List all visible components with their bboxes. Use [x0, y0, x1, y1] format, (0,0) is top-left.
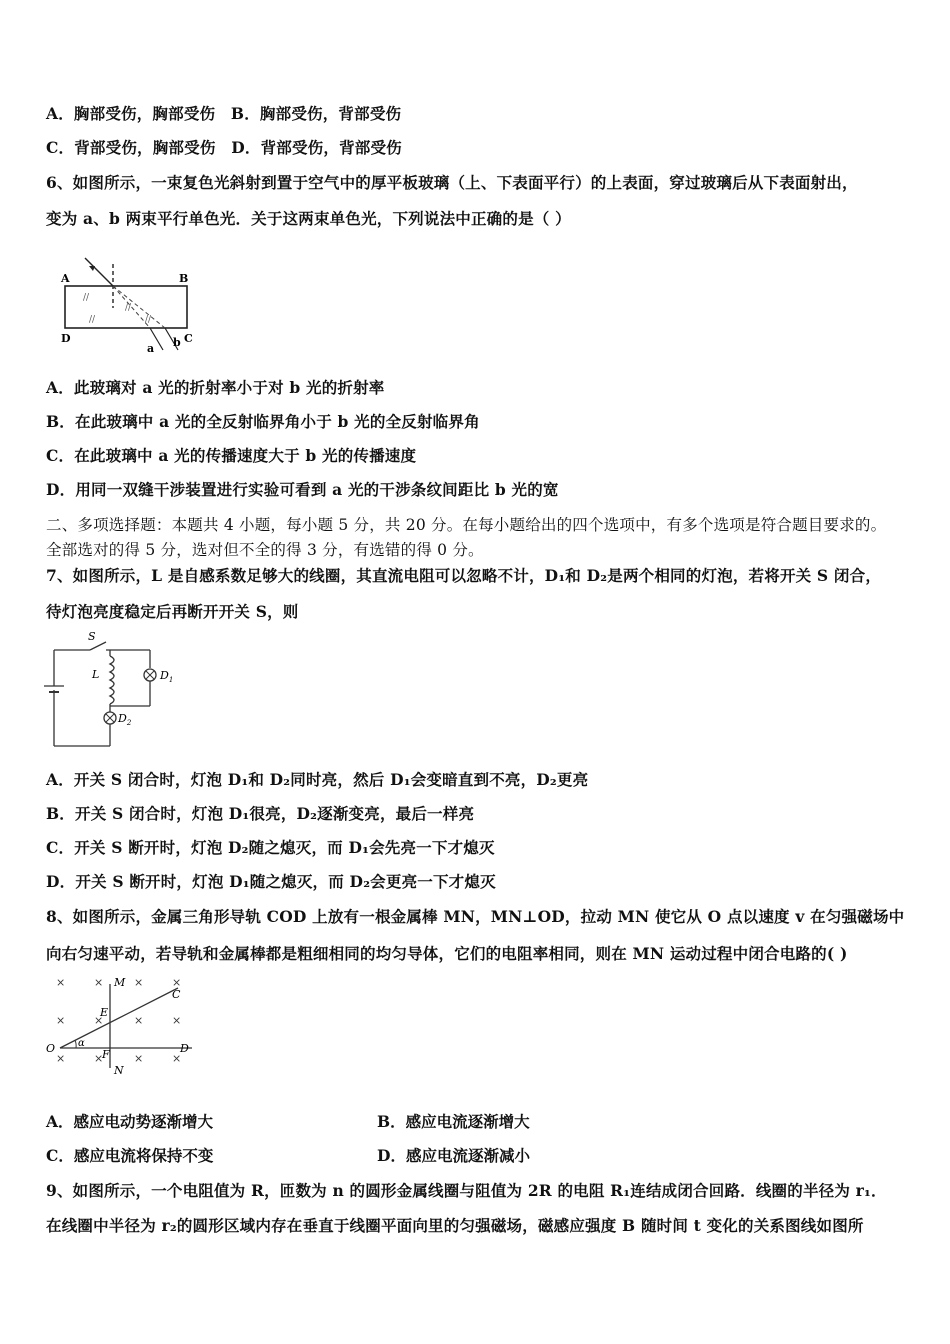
svg-text:×: ×	[172, 1052, 182, 1065]
svg-text:×: ×	[94, 976, 104, 989]
magnetic-field-x-marks	[56, 976, 181, 1065]
q5-options-ab: A．胸部受伤，胸部受伤 B．胸部受伤，背部受伤	[46, 104, 402, 123]
q8-option-a: A．感应电动势逐渐增大	[46, 1112, 214, 1131]
label-C: C	[172, 988, 181, 1001]
q7-stem-line1: 7、如图所示，L 是自感系数足够大的线圈，其直流电阻可以忽略不计，D₁和 D₂是两个相同的灯泡，若将开关 S 闭合，	[46, 566, 882, 585]
label-D1: $D_1$	[160, 669, 174, 684]
q9-stem-line2: 在线圈中半径为 r₂的圆形区域内存在垂直于线圈平面向里的匀强磁场，磁感应强度 B 随时间 t 变化的关系图线如图所	[46, 1216, 864, 1235]
q8-option-c: C．感应电流将保持不变	[46, 1146, 214, 1165]
label-B: B	[179, 272, 189, 285]
label-A: A	[61, 272, 70, 285]
label-b: b	[173, 336, 181, 349]
q6-stem-line2: 变为 a、b 两束平行单色光．关于这两束单色光，下列说法中正确的是（ ）	[46, 209, 571, 228]
q7-option-c: C．开关 S 断开时，灯泡 D₂随之熄灭，而 D₁会先亮一下才熄灭	[46, 838, 495, 857]
q6-glass-slab-figure	[55, 250, 205, 355]
q8-option-d: D．感应电流逐渐减小	[377, 1146, 530, 1165]
q7-option-b: B．开关 S 闭合时，灯泡 D₁很亮，D₂逐渐变亮，最后一样亮	[46, 804, 475, 823]
label-N: N	[114, 1064, 124, 1077]
svg-text:×: ×	[172, 976, 182, 989]
svg-text://: //	[145, 315, 152, 325]
q6-option-d: D．用同一双缝干涉装置进行实验可看到 a 光的干涉条纹间距比 b 光的宽	[46, 480, 559, 499]
label-D: D	[180, 1042, 189, 1055]
svg-text:×: ×	[134, 976, 144, 989]
label-C: C	[184, 332, 193, 345]
q6-option-b: B．在此玻璃中 a 光的全反射临界角小于 b 光的全反射临界角	[46, 412, 480, 431]
svg-text:×: ×	[94, 1014, 104, 1027]
svg-text:×: ×	[56, 1014, 66, 1027]
svg-text://: //	[89, 315, 96, 325]
svg-text:×: ×	[134, 1014, 144, 1027]
q8-stem-line1: 8、如图所示，金属三角形导轨 COD 上放有一根金属棒 MN，MN⊥OD，拉动 MN 使它从 O 点以速度 v 在匀强磁场中	[46, 907, 905, 926]
label-O: O	[46, 1042, 56, 1055]
label-D2: $D_2$	[118, 712, 132, 727]
svg-text://: //	[125, 303, 132, 313]
label-a: a	[147, 342, 155, 355]
label-S: S	[88, 630, 96, 643]
q8-rail-figure	[42, 970, 202, 1080]
q7-option-a: A．开关 S 闭合时，灯泡 D₁和 D₂同时亮，然后 D₁会变暗直到不亮，D₂更亮	[46, 770, 589, 789]
section2-intro-line1: 二、多项选择题：本题共 4 小题，每小题 5 分，共 20 分。在每小题给出的四个选项中，有多个选项是符合题目要求的。	[46, 516, 887, 534]
q7-option-d: D．开关 S 断开时，灯泡 D₁随之熄灭，而 D₂会更亮一下才熄灭	[46, 872, 496, 891]
section2-intro-line2: 全部选对的得 5 分，选对但不全的得 3 分，有选错的得 0 分。	[46, 541, 484, 559]
label-D: D	[61, 332, 71, 345]
svg-text:×: ×	[56, 976, 66, 989]
svg-text:×: ×	[134, 1052, 144, 1065]
q5-options-cd: C．背部受伤，胸部受伤 D．背部受伤，背部受伤	[46, 138, 402, 157]
q8-option-b: B．感应电流逐渐增大	[377, 1112, 530, 1131]
svg-text://: //	[83, 293, 90, 303]
q6-stem-line1: 6、如图所示，一束复色光斜射到置于空气中的厚平板玻璃（上、下表面平行）的上表面，穿过玻璃后从下表面射出，	[46, 173, 858, 192]
label-E: E	[100, 1006, 109, 1019]
q7-stem-line2: 待灯泡亮度稳定后再断开开关 S，则	[46, 602, 299, 621]
svg-text:×: ×	[94, 1052, 104, 1065]
q6-option-c: C．在此玻璃中 a 光的传播速度大于 b 光的传播速度	[46, 446, 417, 465]
label-alpha: α	[78, 1038, 85, 1049]
q6-option-a: A．此玻璃对 a 光的折射率小于对 b 光的折射率	[46, 378, 385, 397]
q8-stem-line2: 向右匀速平动，若导轨和金属棒都是粗细相同的均匀导体，它们的电阻率相同，则在 MN 运动过程中闭合电路的( )	[46, 944, 848, 963]
label-M: M	[114, 976, 126, 989]
q9-stem-line1: 9、如图所示，一个电阻值为 R，匝数为 n 的圆形金属线圈与阻值为 2R 的电阻 R₁连结成闭合回路．线圈的半径为 r₁．	[46, 1181, 887, 1200]
q7-circuit-figure	[40, 628, 190, 753]
svg-text:×: ×	[56, 1052, 66, 1065]
label-F: F	[102, 1048, 110, 1061]
label-L: L	[92, 668, 100, 681]
svg-text:×: ×	[172, 1014, 182, 1027]
